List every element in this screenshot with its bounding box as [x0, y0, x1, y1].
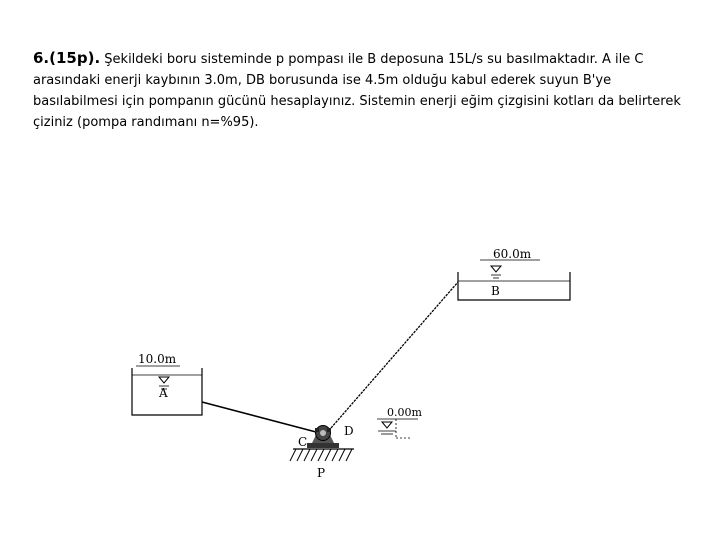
ground-hatch	[290, 449, 354, 461]
datum-elevation: 0.00m	[387, 406, 422, 419]
pump-label: P	[317, 466, 326, 480]
question-body: Şekildeki boru sisteminde p pompası ile B deposuna 15L/s su basılmaktadır. A ile C arasındaki enerji kaybının 3.0m, DB borusunda ise 4.5m olduğu kabul ederek suyun B'ye basılabilmesi için pompanın gücünü hesaplayınız. Sistemin enerji eğim çizgisini kotları da belirterek çiziniz (pompa randımanı n=%95).	[33, 52, 681, 130]
tank-a-elevation: 10.0m	[138, 352, 177, 366]
question-number: 6.(15p).	[33, 49, 101, 67]
datum-marker	[377, 419, 418, 438]
tank-a-label: A	[159, 386, 168, 400]
tank-b-elevation: 60.0m	[493, 247, 532, 261]
tank-b	[458, 260, 570, 300]
tank-b-label: B	[491, 284, 500, 298]
point-d-label: D	[344, 424, 354, 438]
point-c-label: C	[298, 435, 308, 449]
pipe-a-c	[202, 402, 316, 432]
pump-icon	[307, 426, 339, 449]
